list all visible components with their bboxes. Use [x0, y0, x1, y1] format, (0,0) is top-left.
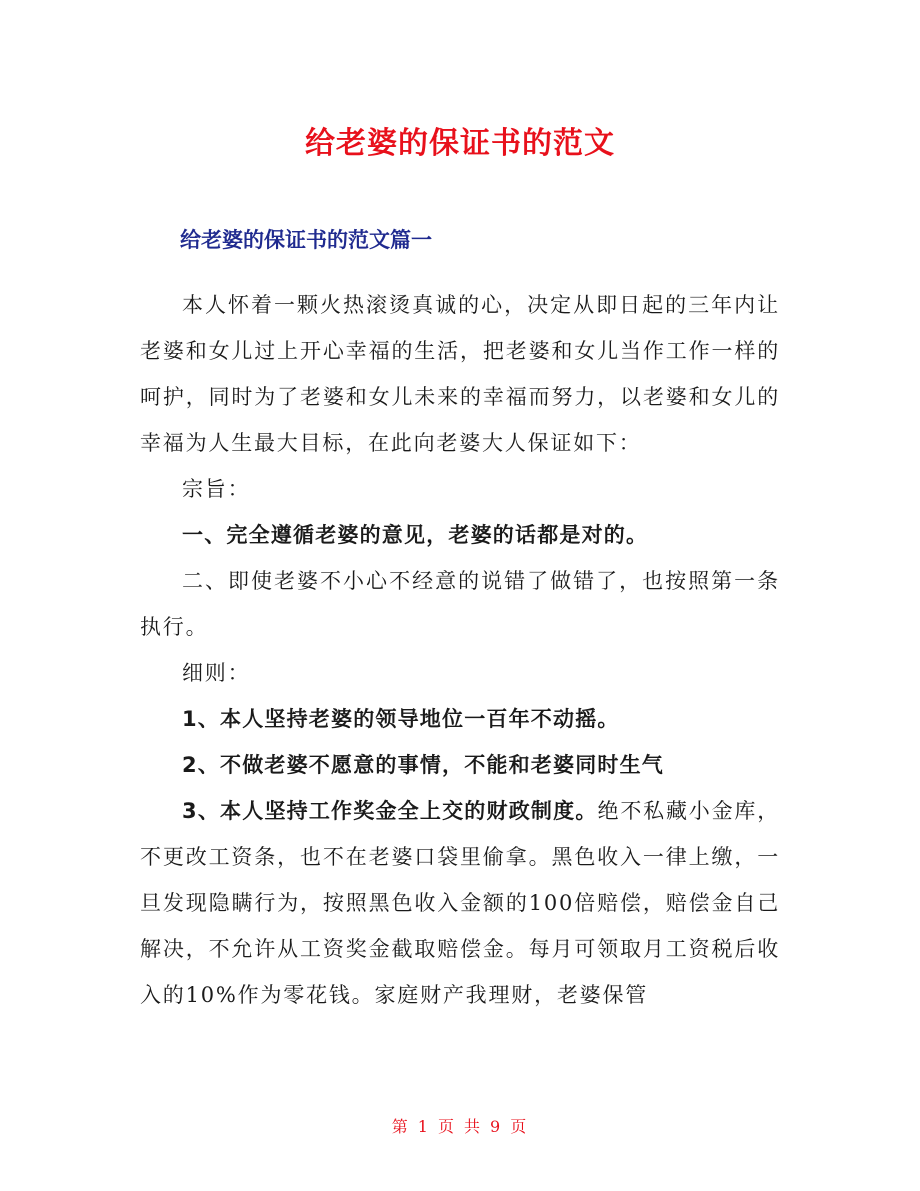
document-body	[140, 282, 780, 1018]
page-footer	[0, 1114, 920, 1137]
detail-1: 1、本人坚持老婆的领导地位一百年不动摇。	[182, 707, 620, 731]
rule-2: 二、即使老婆不小心不经意的说错了做错了，也按照第一条执行。	[140, 569, 780, 639]
footer-page-number: 1	[417, 1117, 430, 1136]
footer-page-unit: 页	[437, 1117, 456, 1136]
section-heading: 给老婆的保证书的范文篇一	[180, 228, 432, 252]
detail-3	[140, 788, 780, 1018]
detail-3-rest: 绝不私藏小金库，不更改工资条，也不在老婆口袋里偷拿。黑色收入一律上缴，一旦发现隐瞒行为，按照黑色收入金额的100倍赔偿，赔偿金自己解决，不允许从工资奖金截取赔偿金。每月可领取月工资税后收入的10%作为零花钱。家庭财产我理财，老婆保管	[140, 799, 780, 1007]
footer-total-pages: 9	[490, 1117, 503, 1136]
intro-paragraph: 本人怀着一颗火热滚烫真诚的心，决定从即日起的三年内让老婆和女儿过上开心幸福的生活，把老婆和女儿当作工作一样的呵护，同时为了老婆和女儿未来的幸福而努力，以老婆和女儿的幸福为人生最大目标，在此向老婆大人保证如下：	[140, 293, 780, 455]
purpose-label: 宗旨：	[182, 477, 251, 501]
details-label: 细则：	[182, 661, 251, 685]
rule-1: 一、完全遵循老婆的意见，老婆的话都是对的。	[182, 523, 649, 547]
footer-total-label: 共	[464, 1117, 483, 1136]
detail-3-lead: 3、本人坚持工作奖金全上交的财政制度。	[182, 799, 598, 823]
footer-page-label: 第	[391, 1117, 410, 1136]
document-title: 给老婆的保证书的范文	[305, 126, 615, 161]
footer-total-unit: 页	[510, 1117, 529, 1136]
detail-2: 2、不做老婆不愿意的事情，不能和老婆同时生气	[182, 753, 665, 777]
